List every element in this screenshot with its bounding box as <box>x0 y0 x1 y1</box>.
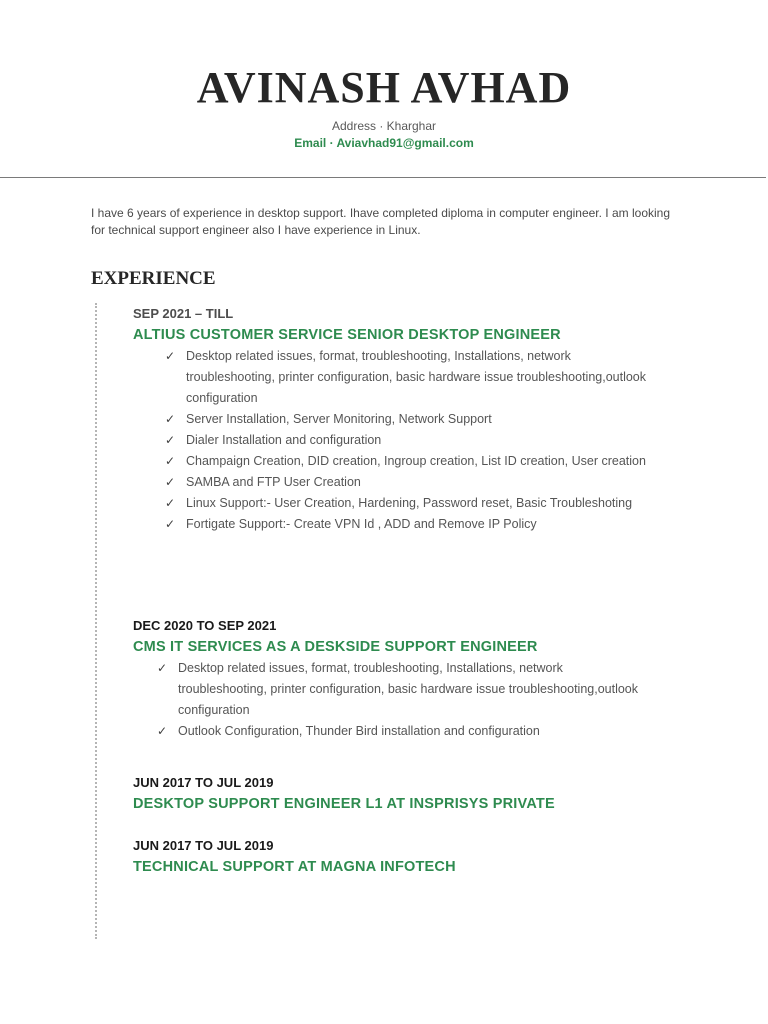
duty-list <box>157 658 648 742</box>
profile-summary: I have 6 years of experience in desktop support. Ihave completed diploma in computer engineer. I am looking for technical support engineer also I have experience in Linux. <box>91 206 671 237</box>
duty-text: Outlook Configuration, Thunder Bird installation and configuration <box>178 724 540 738</box>
job-role: DESKTOP SUPPORT ENGINEER L1 AT INSPRISYS PRIVATE <box>133 796 555 812</box>
duty-text: Dialer Installation and configuration <box>186 433 382 447</box>
job-entry-altius <box>133 304 713 535</box>
resume-header <box>0 0 768 151</box>
checkmark-icon: ✓ <box>165 349 176 363</box>
checkmark-icon: ✓ <box>157 661 168 675</box>
job-entry-magna <box>133 836 713 878</box>
list-item <box>165 346 647 409</box>
job-date: SEP 2021 – TILL <box>133 306 234 321</box>
list-item <box>165 472 646 493</box>
checkmark-icon: ✓ <box>157 724 168 738</box>
list-item <box>157 721 648 742</box>
job-date: JUN 2017 TO JUL 2019 <box>133 775 274 790</box>
list-item <box>165 493 646 514</box>
list-item <box>165 451 646 472</box>
checkmark-icon: ✓ <box>165 475 176 489</box>
timeline-line <box>95 303 97 939</box>
address-line: Address · Kharghar <box>331 119 437 133</box>
duty-text: Fortigate Support:- Create VPN Id , ADD and Remove IP Policy <box>186 517 537 531</box>
duty-text: Desktop related issues, format, troubleshooting, Installations, network troubleshooting, printer configuration, basic hardware issue troubleshooting,outlook configuration <box>178 661 639 717</box>
list-item <box>165 430 646 451</box>
list-item <box>157 658 648 721</box>
checkmark-icon: ✓ <box>165 496 176 510</box>
job-role: CMS IT SERVICES AS A DESKSIDE SUPPORT ENGINEER <box>133 639 538 655</box>
checkmark-icon: ✓ <box>165 433 176 447</box>
job-entry-insprisys <box>133 773 713 815</box>
duty-text: Linux Support:- User Creation, Hardening, Password reset, Basic Troubleshoting <box>186 496 633 510</box>
checkmark-icon: ✓ <box>165 454 176 468</box>
experience-section-title: EXPERIENCE <box>91 268 216 289</box>
duty-text: Desktop related issues, format, troubleshooting, Installations, network troubleshooting, printer configuration, basic hardware issue troubleshooting,outlook configuration <box>186 349 647 405</box>
job-role: ALTIUS CUSTOMER SERVICE SENIOR DESKTOP ENGINEER <box>133 327 561 343</box>
checkmark-icon: ✓ <box>165 517 176 531</box>
job-entry-cms <box>133 616 713 742</box>
header-divider <box>0 177 766 178</box>
email-line[interactable]: Email · Aviavhad91@gmail.com <box>294 136 474 150</box>
job-date: DEC 2020 TO SEP 2021 <box>133 618 277 633</box>
job-role: TECHNICAL SUPPORT AT MAGNA INFOTECH <box>133 859 456 875</box>
list-item <box>165 514 646 535</box>
duty-text: Server Installation, Server Monitoring, Network Support <box>186 412 492 426</box>
duty-list <box>165 346 647 535</box>
job-date: JUN 2017 TO JUL 2019 <box>133 838 274 853</box>
candidate-name: AVINASH AVHAD <box>196 63 572 112</box>
list-item <box>165 409 646 430</box>
checkmark-icon: ✓ <box>165 412 176 426</box>
duty-text: SAMBA and FTP User Creation <box>186 475 361 489</box>
duty-text: Champaign Creation, DID creation, Ingroup creation, List ID creation, User creation <box>186 454 646 468</box>
